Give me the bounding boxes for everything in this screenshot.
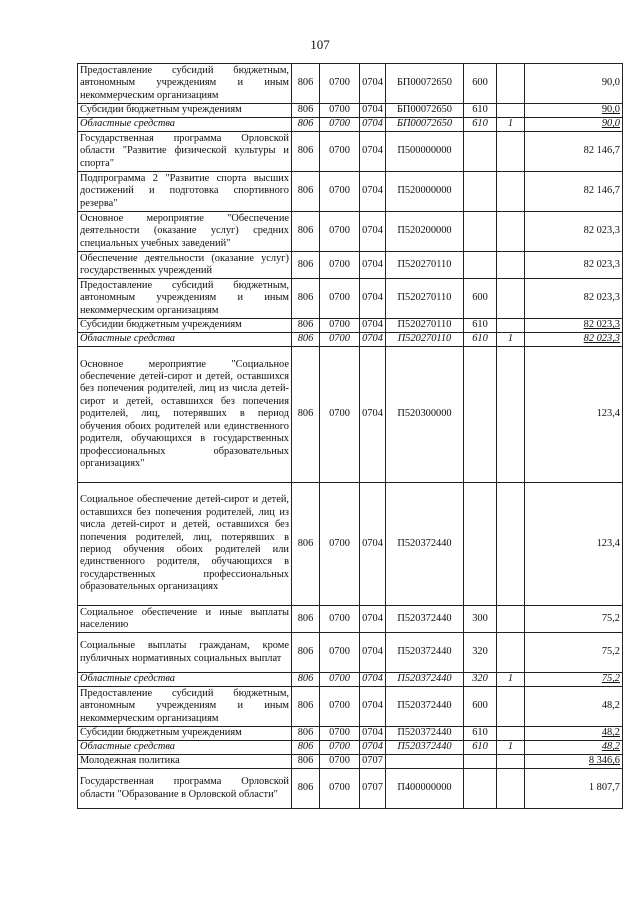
row-section: 0700: [320, 633, 360, 673]
row-target-article: П520000000: [386, 172, 464, 212]
row-funding-source: [497, 64, 525, 104]
row-name: Социальные выплаты гражданам, кроме публичных нормативных социальных выплат: [78, 633, 292, 673]
row-name: Социальное обеспечение детей-сирот и детей, оставшихся без попечения родителей, лиц из числа детей-сирот и детей, оставшихся без попечения родителей, лиц, потерявших в период обучения обоих родителей или единственного родителя, обучающихся в государственных профессиональных образовательных организациях: [78, 483, 292, 606]
row-target-article: П520270110: [386, 333, 464, 347]
row-amount: 75,2: [525, 673, 623, 687]
row-grbs: 806: [292, 347, 320, 483]
row-target-article: [386, 755, 464, 769]
row-funding-source: [497, 132, 525, 172]
row-grbs: 806: [292, 483, 320, 606]
row-section: 0700: [320, 483, 360, 606]
row-funding-source: [497, 483, 525, 606]
page-number: 107: [310, 37, 330, 52]
row-target-article: БП00072650: [386, 104, 464, 118]
row-target-article: П400000000: [386, 769, 464, 809]
row-amount: 75,2: [525, 633, 623, 673]
row-grbs: 806: [292, 172, 320, 212]
row-amount: 90,0: [525, 104, 623, 118]
table-row: [78, 64, 623, 104]
row-expense-type: 320: [464, 673, 497, 687]
row-expense-type: [464, 347, 497, 483]
row-target-article: П520372440: [386, 483, 464, 606]
row-name: Областные средства: [78, 333, 292, 347]
row-section: 0700: [320, 347, 360, 483]
row-section: 0700: [320, 687, 360, 727]
row-name: Государственная программа Орловской области "Развитие физической культуры и спорта": [78, 132, 292, 172]
row-funding-source: [497, 755, 525, 769]
row-subsection: 0707: [360, 755, 386, 769]
row-grbs: 806: [292, 673, 320, 687]
row-expense-type: [464, 212, 497, 252]
budget-table: [77, 63, 623, 809]
row-subsection: 0704: [360, 252, 386, 279]
row-name: Субсидии бюджетным учреждениям: [78, 319, 292, 333]
row-subsection: 0704: [360, 633, 386, 673]
table-row: [78, 673, 623, 687]
row-grbs: 806: [292, 741, 320, 755]
row-expense-type: 320: [464, 633, 497, 673]
row-target-article: П520372440: [386, 741, 464, 755]
row-subsection: 0704: [360, 319, 386, 333]
row-name: Предоставление субсидий бюджетным, автономным учреждениям и иным некоммерческим организациям: [78, 687, 292, 727]
row-target-article: П520270110: [386, 252, 464, 279]
row-subsection: 0704: [360, 172, 386, 212]
table-row: [78, 172, 623, 212]
row-expense-type: 610: [464, 118, 497, 132]
row-amount: 1 807,7: [525, 769, 623, 809]
row-amount: 90,0: [525, 64, 623, 104]
row-target-article: БП00072650: [386, 118, 464, 132]
row-section: 0700: [320, 769, 360, 809]
row-section: 0700: [320, 132, 360, 172]
row-name: Областные средства: [78, 741, 292, 755]
row-name: Субсидии бюджетным учреждениям: [78, 104, 292, 118]
row-name: Обеспечение деятельности (оказание услуг) государственных учреждений: [78, 252, 292, 279]
row-amount: 82 023,3: [525, 252, 623, 279]
row-amount: 123,4: [525, 347, 623, 483]
row-funding-source: [497, 633, 525, 673]
row-section: 0700: [320, 64, 360, 104]
row-grbs: 806: [292, 633, 320, 673]
row-section: 0700: [320, 252, 360, 279]
row-section: 0700: [320, 212, 360, 252]
row-name: Государственная программа Орловской области "Образование в Орловской области": [78, 769, 292, 809]
row-grbs: 806: [292, 727, 320, 741]
row-target-article: П520270110: [386, 319, 464, 333]
row-expense-type: [464, 755, 497, 769]
row-subsection: 0704: [360, 333, 386, 347]
row-amount: 48,2: [525, 687, 623, 727]
row-section: 0700: [320, 118, 360, 132]
row-section: 0700: [320, 755, 360, 769]
row-section: 0700: [320, 673, 360, 687]
row-expense-type: 610: [464, 319, 497, 333]
row-name: Основное мероприятие "Обеспечение деятельности (оказание услуг) средних специальных учебных заведений": [78, 212, 292, 252]
row-grbs: 806: [292, 606, 320, 633]
table-row: [78, 727, 623, 741]
row-funding-source: [497, 606, 525, 633]
table-row: [78, 279, 623, 319]
row-amount: 48,2: [525, 727, 623, 741]
row-target-article: П520200000: [386, 212, 464, 252]
table-row: [78, 319, 623, 333]
row-expense-type: 600: [464, 64, 497, 104]
row-amount: 82 146,7: [525, 132, 623, 172]
row-expense-type: [464, 172, 497, 212]
row-subsection: 0704: [360, 104, 386, 118]
row-expense-type: 300: [464, 606, 497, 633]
row-target-article: П520300000: [386, 347, 464, 483]
row-subsection: 0704: [360, 118, 386, 132]
row-funding-source: [497, 279, 525, 319]
row-expense-type: [464, 132, 497, 172]
row-funding-source: [497, 252, 525, 279]
row-funding-source: [497, 687, 525, 727]
row-amount: 82 023,3: [525, 319, 623, 333]
table-row: [78, 118, 623, 132]
row-expense-type: 610: [464, 333, 497, 347]
row-funding-source: [497, 727, 525, 741]
row-grbs: 806: [292, 319, 320, 333]
row-grbs: 806: [292, 769, 320, 809]
row-subsection: 0704: [360, 483, 386, 606]
row-target-article: П520372440: [386, 606, 464, 633]
row-grbs: 806: [292, 252, 320, 279]
table-row: [78, 252, 623, 279]
row-expense-type: [464, 483, 497, 606]
row-amount: 123,4: [525, 483, 623, 606]
row-grbs: 806: [292, 279, 320, 319]
row-section: 0700: [320, 741, 360, 755]
row-name: Областные средства: [78, 118, 292, 132]
row-name: Молодежная политика: [78, 755, 292, 769]
row-amount: 75,2: [525, 606, 623, 633]
row-amount: 82 146,7: [525, 172, 623, 212]
row-name: Социальное обеспечение и иные выплаты населению: [78, 606, 292, 633]
table-row: [78, 483, 623, 606]
row-funding-source: [497, 347, 525, 483]
row-section: 0700: [320, 104, 360, 118]
row-section: 0700: [320, 333, 360, 347]
row-subsection: 0704: [360, 727, 386, 741]
row-subsection: 0704: [360, 64, 386, 104]
row-target-article: П520372440: [386, 633, 464, 673]
row-amount: 82 023,3: [525, 333, 623, 347]
row-section: 0700: [320, 172, 360, 212]
row-subsection: 0704: [360, 212, 386, 252]
row-grbs: 806: [292, 118, 320, 132]
row-section: 0700: [320, 279, 360, 319]
row-funding-source: 1: [497, 118, 525, 132]
row-funding-source: [497, 769, 525, 809]
row-section: 0700: [320, 727, 360, 741]
table-row: [78, 741, 623, 755]
row-expense-type: 610: [464, 104, 497, 118]
row-funding-source: [497, 104, 525, 118]
row-target-article: П520372440: [386, 673, 464, 687]
table-row: [78, 333, 623, 347]
table-row: [78, 769, 623, 809]
row-grbs: 806: [292, 212, 320, 252]
table-row: [78, 633, 623, 673]
row-grbs: 806: [292, 104, 320, 118]
row-expense-type: [464, 769, 497, 809]
row-grbs: 806: [292, 132, 320, 172]
row-grbs: 806: [292, 333, 320, 347]
row-subsection: 0704: [360, 347, 386, 483]
row-expense-type: [464, 252, 497, 279]
row-grbs: 806: [292, 687, 320, 727]
table-row: [78, 132, 623, 172]
row-subsection: 0704: [360, 606, 386, 633]
row-amount: 90,0: [525, 118, 623, 132]
table-row: [78, 687, 623, 727]
row-grbs: 806: [292, 64, 320, 104]
row-subsection: 0704: [360, 132, 386, 172]
table-row: [78, 212, 623, 252]
row-target-article: П500000000: [386, 132, 464, 172]
row-subsection: 0707: [360, 769, 386, 809]
row-target-article: П520270110: [386, 279, 464, 319]
row-target-article: П520372440: [386, 687, 464, 727]
row-subsection: 0704: [360, 673, 386, 687]
row-funding-source: [497, 212, 525, 252]
row-expense-type: 600: [464, 279, 497, 319]
row-target-article: П520372440: [386, 727, 464, 741]
row-subsection: 0704: [360, 741, 386, 755]
table-row: [78, 347, 623, 483]
row-target-article: БП00072650: [386, 64, 464, 104]
row-amount: 8 346,6: [525, 755, 623, 769]
row-funding-source: 1: [497, 673, 525, 687]
row-funding-source: [497, 172, 525, 212]
row-funding-source: [497, 319, 525, 333]
row-section: 0700: [320, 319, 360, 333]
row-section: 0700: [320, 606, 360, 633]
row-name: Подпрограмма 2 "Развитие спорта высших достижений и подготовка спортивного резерва": [78, 172, 292, 212]
row-expense-type: 600: [464, 687, 497, 727]
row-name: Предоставление субсидий бюджетным, автономным учреждениям и иным некоммерческим организациям: [78, 279, 292, 319]
row-funding-source: 1: [497, 741, 525, 755]
row-expense-type: 610: [464, 741, 497, 755]
row-name: Предоставление субсидий бюджетным, автономным учреждениям и иным некоммерческим организациям: [78, 64, 292, 104]
table-row: [78, 606, 623, 633]
row-grbs: 806: [292, 755, 320, 769]
row-amount: 48,2: [525, 741, 623, 755]
row-name: Субсидии бюджетным учреждениям: [78, 727, 292, 741]
row-amount: 82 023,3: [525, 212, 623, 252]
table-row: [78, 104, 623, 118]
row-funding-source: 1: [497, 333, 525, 347]
row-expense-type: 610: [464, 727, 497, 741]
row-subsection: 0704: [360, 687, 386, 727]
table-row: [78, 755, 623, 769]
row-amount: 82 023,3: [525, 279, 623, 319]
row-name: Основное мероприятие "Социальное обеспечение детей-сирот и детей, оставшихся без попечения родителей, лиц из числа детей-сирот и детей, оставшихся без попечения родителей, лиц, потерявших в период обучения обоих родителей или единственного родителя, обучающихся в государственных профессиональных образовательных организациях": [78, 347, 292, 483]
row-name: Областные средства: [78, 673, 292, 687]
row-subsection: 0704: [360, 279, 386, 319]
